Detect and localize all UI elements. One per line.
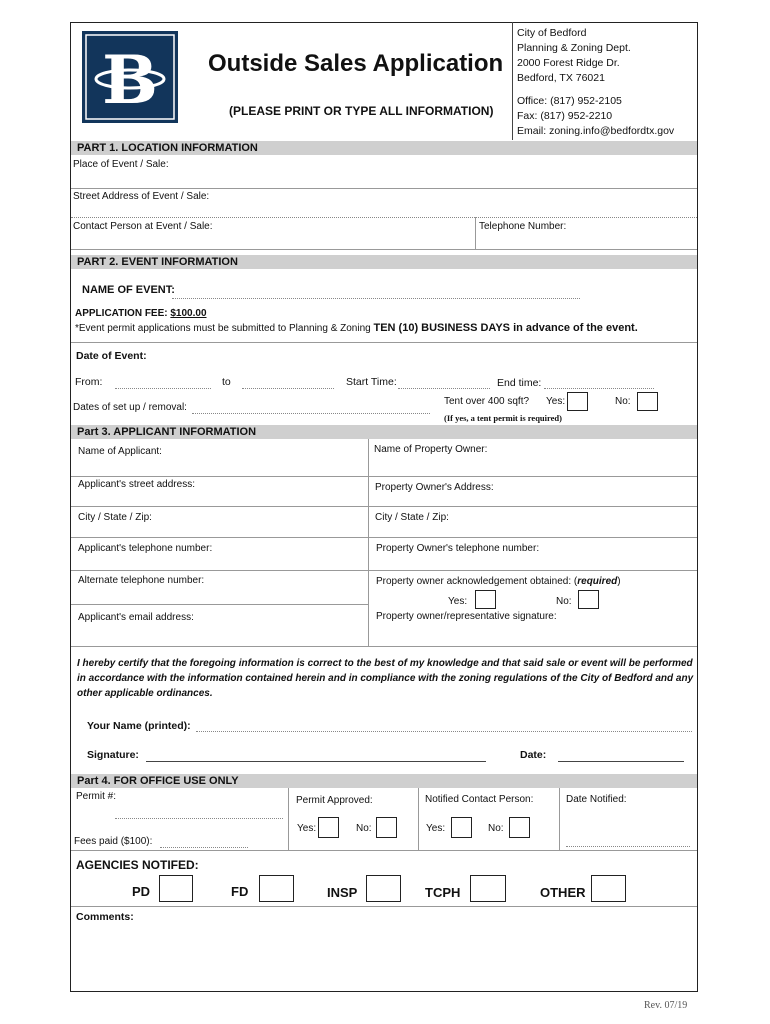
agency-other-checkbox[interactable] bbox=[591, 875, 626, 902]
city-address: City of Bedford Planning & Zoning Dept. 2000 Forest Ridge Dr. Bedford, TX 76021 bbox=[517, 27, 631, 84]
owner-address-label: Property Owner's Address: bbox=[375, 482, 494, 493]
to-date-field[interactable] bbox=[242, 388, 334, 389]
alternate-phone-label: Alternate telephone number: bbox=[78, 575, 205, 586]
ack-yes-label: Yes: bbox=[448, 596, 468, 607]
end-time-field[interactable] bbox=[544, 388, 654, 389]
city-logo bbox=[82, 31, 178, 123]
contact-person-label: Contact Person at Event / Sale: bbox=[73, 221, 213, 232]
header-divider bbox=[512, 22, 513, 140]
notified-no-checkbox[interactable] bbox=[509, 817, 530, 838]
date-of-event-label: Date of Event: bbox=[76, 350, 147, 362]
agency-insp-label: INSP bbox=[327, 885, 358, 900]
ack-no-label: No: bbox=[556, 596, 572, 607]
to-label: to bbox=[222, 376, 231, 388]
setup-label: Dates of set up / removal: bbox=[73, 402, 187, 413]
owner-ack-label: Property owner acknowledgement obtained: (required) bbox=[376, 576, 621, 587]
tent-label: Tent over 400 sqft? bbox=[444, 396, 530, 407]
part1-heading: PART 1. LOCATION INFORMATION bbox=[71, 141, 697, 155]
tent-no-label: No: bbox=[615, 396, 631, 407]
date-notified-field[interactable] bbox=[566, 846, 690, 847]
permit-field[interactable] bbox=[115, 818, 283, 819]
ack-yes-checkbox[interactable] bbox=[475, 590, 496, 609]
applicant-city-label: City / State / Zip: bbox=[78, 512, 152, 523]
signature-field[interactable] bbox=[146, 761, 486, 762]
ack-no-checkbox[interactable] bbox=[578, 590, 599, 609]
owner-phone-label: Property Owner's telephone number: bbox=[376, 543, 540, 554]
page-title: Outside Sales Application bbox=[208, 50, 504, 77]
fee-label: APPLICATION FEE: $100.00 bbox=[75, 308, 207, 319]
applicant-name-label: Name of Applicant: bbox=[78, 446, 162, 457]
applicant-address-label: Applicant's street address: bbox=[78, 479, 195, 490]
owner-signature-label: Property owner/representative signature: bbox=[376, 611, 557, 622]
agency-pd-checkbox[interactable] bbox=[159, 875, 193, 902]
agency-pd-label: PD bbox=[132, 884, 151, 899]
part2-heading: PART 2. EVENT INFORMATION bbox=[71, 255, 697, 269]
applicant-phone-label: Applicant's telephone number: bbox=[78, 543, 213, 554]
agency-fd-label: FD bbox=[231, 884, 249, 899]
comments-label: Comments: bbox=[76, 911, 134, 923]
agency-fd-checkbox[interactable] bbox=[259, 875, 294, 902]
revision-label: Rev. 07/19 bbox=[644, 1000, 688, 1011]
city-contact: Office: (817) 952-2105 Fax: (817) 952-2210 Email: zoning.info@bedfordtx.gov bbox=[517, 95, 675, 137]
tent-yes-checkbox[interactable] bbox=[567, 392, 588, 411]
approved-yes-checkbox[interactable] bbox=[318, 817, 339, 838]
deadline-notice: *Event permit applications must be submitted to Planning & Zoning TEN (10) BUSINESS DAYS in advance of the event. bbox=[75, 322, 638, 334]
agencies-label: AGENCIES NOTIFED: bbox=[76, 858, 199, 872]
setup-field[interactable] bbox=[192, 413, 430, 414]
telephone-label: Telephone Number: bbox=[479, 221, 567, 232]
comments-field[interactable] bbox=[72, 925, 696, 989]
your-name-field[interactable] bbox=[196, 731, 692, 732]
approved-no-label: No: bbox=[356, 823, 372, 834]
your-name-label: Your Name (printed): bbox=[87, 720, 191, 732]
notified-contact-label: Notified Contact Person: bbox=[425, 794, 534, 805]
agency-tcph-label: TCPH bbox=[425, 885, 461, 900]
permit-label: Permit #: bbox=[76, 791, 117, 802]
event-name-label: NAME OF EVENT: bbox=[82, 284, 175, 296]
from-label: From: bbox=[75, 376, 103, 388]
start-time-label: Start Time: bbox=[346, 376, 397, 388]
notified-no-label: No: bbox=[488, 823, 504, 834]
approved-no-checkbox[interactable] bbox=[376, 817, 397, 838]
tent-yes-label: Yes: bbox=[546, 396, 566, 407]
signature-label: Signature: bbox=[87, 749, 139, 761]
fees-paid-field[interactable] bbox=[160, 847, 248, 848]
date-field[interactable] bbox=[558, 761, 684, 762]
permit-approved-label: Permit Approved: bbox=[296, 795, 373, 806]
fees-paid-label: Fees paid ($100): bbox=[74, 836, 153, 847]
notified-yes-checkbox[interactable] bbox=[451, 817, 472, 838]
date-notified-label: Date Notified: bbox=[566, 794, 627, 805]
agency-insp-checkbox[interactable] bbox=[366, 875, 401, 902]
owner-city-label: City / State / Zip: bbox=[375, 512, 449, 523]
part3-heading: Part 3. APPLICANT INFORMATION bbox=[71, 425, 697, 439]
part4-heading: Part 4. FOR OFFICE USE ONLY bbox=[71, 774, 697, 788]
event-name-field[interactable] bbox=[172, 298, 580, 299]
date-label: Date: bbox=[520, 749, 547, 761]
place-label: Place of Event / Sale: bbox=[73, 159, 169, 170]
svg-text:B: B bbox=[102, 41, 158, 119]
page-subtitle: (PLEASE PRINT OR TYPE ALL INFORMATION) bbox=[229, 104, 494, 118]
agency-tcph-checkbox[interactable] bbox=[470, 875, 506, 902]
approved-yes-label: Yes: bbox=[297, 823, 317, 834]
owner-name-label: Name of Property Owner: bbox=[374, 444, 488, 455]
notified-yes-label: Yes: bbox=[426, 823, 446, 834]
agency-other-label: OTHER bbox=[540, 885, 586, 900]
bedford-b-icon bbox=[82, 31, 178, 123]
tent-no-checkbox[interactable] bbox=[637, 392, 658, 411]
end-time-label: End time: bbox=[497, 377, 542, 389]
street-label: Street Address of Event / Sale: bbox=[73, 191, 210, 202]
certification-statement: I hereby certify that the foregoing information is correct to the best of my knowledge and that said sale or event will be performed in accordance with the information contained herein and in compliance with the zoning regulations of the City of Bedford and any other applicable ordinances. bbox=[77, 658, 694, 699]
from-date-field[interactable] bbox=[115, 388, 211, 389]
start-time-field[interactable] bbox=[398, 388, 490, 389]
applicant-email-label: Applicant's email address: bbox=[78, 612, 194, 623]
tent-note: (If yes, a tent permit is required) bbox=[444, 413, 562, 423]
